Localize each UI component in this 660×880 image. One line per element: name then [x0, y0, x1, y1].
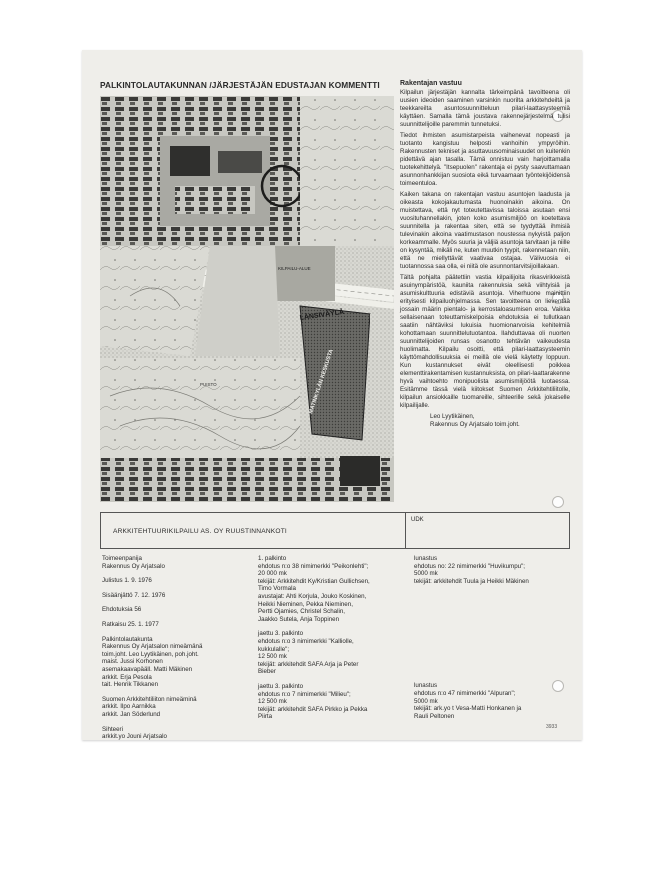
- detail-line: arkkit. Jan Söderlund: [102, 710, 161, 718]
- udk-label: UDK: [411, 517, 424, 523]
- detail-line: lunastus: [414, 555, 438, 562]
- detail-line: Sihteeri: [102, 725, 123, 733]
- competition-title: ARKKITEHTUURIKILPAILU AS. OY RUUSTINNANKOTI: [113, 528, 287, 535]
- document-sheet: [82, 50, 582, 740]
- details-column-prizes: [258, 555, 408, 728]
- detail-line: Piirta: [258, 713, 273, 721]
- reference-divider: [405, 513, 406, 548]
- detail-line: Jaakko Sutela, Anja Toppinen: [258, 615, 340, 623]
- detail-line: Ehdotuksia 56: [102, 606, 142, 614]
- first-prize-block: [258, 555, 408, 623]
- signature-title: Rakennus Oy Arjatsalo toim.joht.: [430, 421, 520, 428]
- detail-line: 5000 mk: [414, 570, 438, 578]
- punch-hole: [552, 496, 564, 508]
- detail-line: Rakennus Oy Arjatsalon nimeämänä: [102, 643, 203, 651]
- detail-line: Timo Vormala: [258, 585, 296, 593]
- secretary-block: [102, 726, 252, 741]
- detail-line: Heikki Nieminen, Pekka Nieminen,: [258, 600, 353, 608]
- page-code: 3933: [546, 724, 558, 730]
- detail-line: Rakennus Oy Arjatsalo: [102, 562, 165, 570]
- detail-line: tait. Henrik Tikkanen: [102, 681, 159, 689]
- reference-box: [100, 512, 570, 549]
- detail-line: 20 000 mk: [258, 570, 287, 578]
- detail-line: Ratkaisu 25. 1. 1977: [102, 620, 159, 628]
- detail-line: tekijät: arkkitehdit SAFA Arja ja Peter: [258, 660, 359, 668]
- map-label-matinkylan-keskusta: MATINKYLÄN KESKUSTA: [308, 348, 335, 415]
- map-label-kilpailu-alue: KILPAILU-ALUE: [278, 266, 311, 271]
- detail-line: tekijät: ark.yo t Vesa-Matti Honkanen ja: [414, 705, 522, 713]
- jury-block: [102, 636, 252, 689]
- detail-line: kukkulalle";: [258, 645, 290, 653]
- map-label-puisto: PUISTO: [200, 382, 217, 387]
- detail-line: 1. palkinto: [258, 555, 287, 562]
- detail-line: ehdotus n:o 47 nimimerkki "Alpuran";: [414, 689, 516, 697]
- detail-line: arkkit. Erja Pesola: [102, 673, 152, 681]
- third-prize-block-a: [258, 630, 408, 676]
- detail-line: lunastus: [414, 682, 438, 690]
- commentary-column: [400, 80, 570, 429]
- details-column-purchases: [414, 555, 570, 727]
- page-heading: PALKINTOLAUTAKUNNAN /JÄRJESTÄJÄN EDUSTAJAN KOMMENTTI: [100, 80, 380, 90]
- detail-line: avustajat: Ahti Korjula, Jouko Koskinen,: [258, 592, 367, 600]
- detail-line: asemakaavapääll. Matti Mäkinen: [102, 665, 193, 673]
- detail-line: 12 500 mk: [258, 698, 287, 706]
- column-spacer: [414, 592, 570, 682]
- detail-line: arkkit. Ilpo Aarnikka: [102, 703, 156, 711]
- entries-count: [102, 606, 252, 614]
- third-prize-block-b: [258, 683, 408, 721]
- detail-line: ehdotus no: 22 nimimerkki "Huvikumpu";: [414, 562, 526, 570]
- detail-line: ehdotus n:o 38 nimimerkki "Peikonlehti";: [258, 562, 369, 570]
- detail-line: Bieber: [258, 668, 276, 676]
- detail-line: arkkit.yo Jouni Arjatsalo: [102, 733, 167, 741]
- commentary-paragraph: Tiedot ihmisten asumistarpeista vaihenevat nopeasti ja tuotanto kangistuu helposti vanhoihin ympyröihin. Rakennusten tekniset ja asuttavuusominaisuudet on kuitenkin pidettävä ajan tasalla. Tämä onnistuu vain harjoittamalla tuotekehittelyä. "Itsepuolen" rakentaja ei pysty saavuttamaan asunnonhankkijan suosiota eikä turvaamaan työntekijöidensä toimeentuloa.: [400, 132, 570, 187]
- detail-line: tekijät: arkkitehdit SAFA Pirkko ja Pekka: [258, 705, 368, 713]
- detail-line: jaettu 3. palkinto: [258, 682, 304, 690]
- details-column-organizer: [102, 555, 252, 748]
- date-decision: [102, 621, 252, 629]
- date-submission: [102, 592, 252, 600]
- detail-line: Rauli Peltonen: [414, 712, 455, 720]
- detail-line: jaettu 3. palkinto: [258, 630, 304, 638]
- organizer-block: [102, 555, 252, 570]
- commentary-paragraph: Kaiken takana on rakentajan vastuu asuntojen laadusta ja oikeasta kokojakautumasta huonoinakin aikoina. On muistettava, että nyt toteutettavissa taloissa asutaan ensi vuosituhannellakin, joten koko asumismiljöö on koetettava suunnitella ja rakentaa siten, että se tyydyttää ihmisiä tulevinakin aikoina vaatimustason noustessa nykyistä paljon korkeammalle. Myös suuria ja väljiä asuntoja tarvitaan ja niille on kysyntää, mikäli ne, kuten muutkin tyypit, rakennetaan niin, että ne miellyttävät vaativaa ostajaa. Välivuosia ei tuotannossa saa olla, ei niitä ole asunnontarvitsijoillakaan.: [400, 191, 570, 270]
- safa-jury-block: [102, 696, 252, 719]
- detail-line: tekijät: arkkitehdit Tuula ja Heikki Mäkinen: [414, 577, 529, 585]
- detail-line: toim.joht. Leo Lyytikäinen, poh.joht.: [102, 650, 199, 658]
- purchase-block-b: [414, 682, 570, 720]
- date-announced: [102, 577, 252, 585]
- detail-line: Sisäänjättö 7. 12. 1976: [102, 591, 166, 599]
- commentary-paragraph: Tältä pohjalta päätettiin vastia kilpailijoita rikasvirikkeistä asuinympäristöä, kauniita rakennuksia sekä viihtyisiä ja asumiskulttuuria edistäviä asuntoja. Viherhuone mainittiin erityisesti kilpailuohjelmassa. Sen tavoitteena on lieventää jossain määrin pientalo- ja kerrostaloasumisen eroa. Vaikka sellaisenaan toteuttamiskelpoisia ehdotuksia ei tullutkaan saatiin nähtäviksi lukuisia huomionarvoisia kehitelmiä kohottamaan suunnittelutuotantoa. Ilahduttavaa oli nuorten suunnittelijoiden runsas osanotto tehtävän vaikeudesta huolimatta. Kilpailu osoitti, että pilari-laattasysteemin käyttömahdollisuuksia ei meillä ole vielä käytetty loppuun. Kun kustannukset eivät oleellisesti poikkea elementtirakentamisen kustannuksista, on pilari-laattarakenne hyvä vaihtoehto monipuolista asumismiljöötä luotaessa. Esitämme tässä vielä kiitokset Suomen Arkkitehtiliitolle, kilpailun ansiokkaille tuomareille, sihteerille sekä jokaiselle kilpailijalle.: [400, 274, 570, 409]
- signature-name: Leo Lyytikäinen,: [430, 413, 475, 420]
- commentary-paragraph: Kilpailun järjestäjän kannalta tärkeimpänä tavoitteena oli uusien ideoiden saaminen varsinkin nuorilta arkkitehdeiltä ja teekkareilta asuntosuunnitteluun pilari-laattasysteemiä käyttäen. Samalla tämä joustava rakennejärjestelmä tulisi suunnittelijoille paremmin tunnetuksi.: [400, 89, 570, 128]
- detail-line: 12 500 mk: [258, 653, 287, 661]
- map-label-lansivayla: LÄNSIVÄYLÄ: [299, 308, 345, 322]
- detail-line: maist. Jussi Korhonen: [102, 658, 163, 666]
- detail-line: Toimeenpanija: [102, 555, 142, 562]
- site-plan-map: [100, 96, 394, 502]
- detail-line: ehdotus n:o 7 nimimerkki "Milieu";: [258, 690, 351, 698]
- detail-line: Pertti Ojamies, Christel Schalin,: [258, 608, 345, 616]
- detail-line: ehdotus n:o 3 nimimerkki "Kalliolle,: [258, 637, 354, 645]
- detail-line: Suomen Arkkitehtiliiton nimeäminä: [102, 695, 197, 703]
- commentary-heading: Rakentajan vastuu: [400, 80, 462, 87]
- detail-line: Palkintolautakunta: [102, 635, 153, 643]
- detail-line: Julistus 1. 9. 1976: [102, 577, 152, 585]
- purchase-block-a: [414, 555, 570, 585]
- detail-line: tekijät: Arkkitehdit Ky/Kristian Gullichsen,: [258, 577, 370, 585]
- detail-line: 5000 mk: [414, 697, 438, 705]
